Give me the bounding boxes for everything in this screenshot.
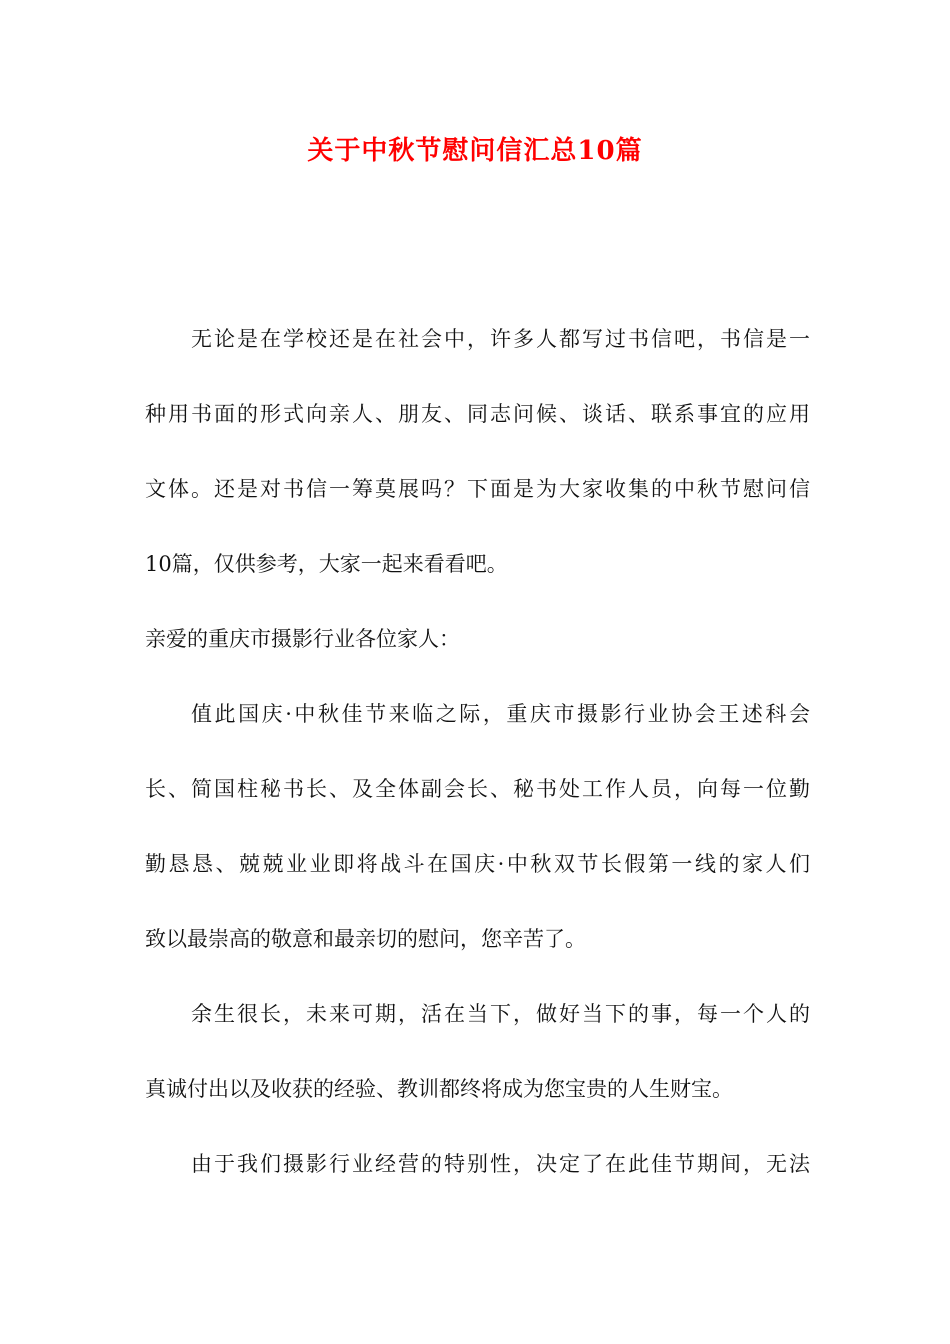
document-title: 关于中秋节慰问信汇总10篇 bbox=[307, 136, 643, 166]
text-line: 种用书面的形式向亲人、朋友、同志问候、谈话、联系事宜的应用 bbox=[145, 402, 810, 426]
document-body bbox=[145, 317, 810, 1217]
text-line: 致以最崇高的敬意和最亲切的慰问，您辛苦了。 bbox=[145, 927, 586, 951]
text-line: 无论是在学校还是在社会中，许多人都写过书信吧，书信是一 bbox=[191, 327, 810, 351]
text-line: 勤恳恳、兢兢业业即将战斗在国庆·中秋双节长假第一线的家人们 bbox=[145, 852, 810, 876]
text-line: 10篇，仅供参考，大家一起来看看吧。 bbox=[145, 552, 508, 576]
text-line: 文体。还是对书信一筹莫展吗？下面是为大家收集的中秋节慰问信 bbox=[145, 477, 810, 501]
salutation-line: 亲爱的重庆市摄影行业各位家人： bbox=[145, 627, 460, 651]
text-line: 由于我们摄影行业经营的特别性，决定了在此佳节期间，无法 bbox=[191, 1152, 810, 1176]
text-line: 余生很长，未来可期，活在当下，做好当下的事，每一个人的 bbox=[191, 1002, 810, 1026]
text-line: 值此国庆·中秋佳节来临之际，重庆市摄影行业协会王述科会 bbox=[191, 702, 810, 726]
text-line: 长、简国柱秘书长、及全体副会长、秘书处工作人员，向每一位勤 bbox=[145, 777, 810, 801]
text-line: 真诚付出以及收获的经验、教训都终将成为您宝贵的人生财宝。 bbox=[145, 1077, 733, 1101]
